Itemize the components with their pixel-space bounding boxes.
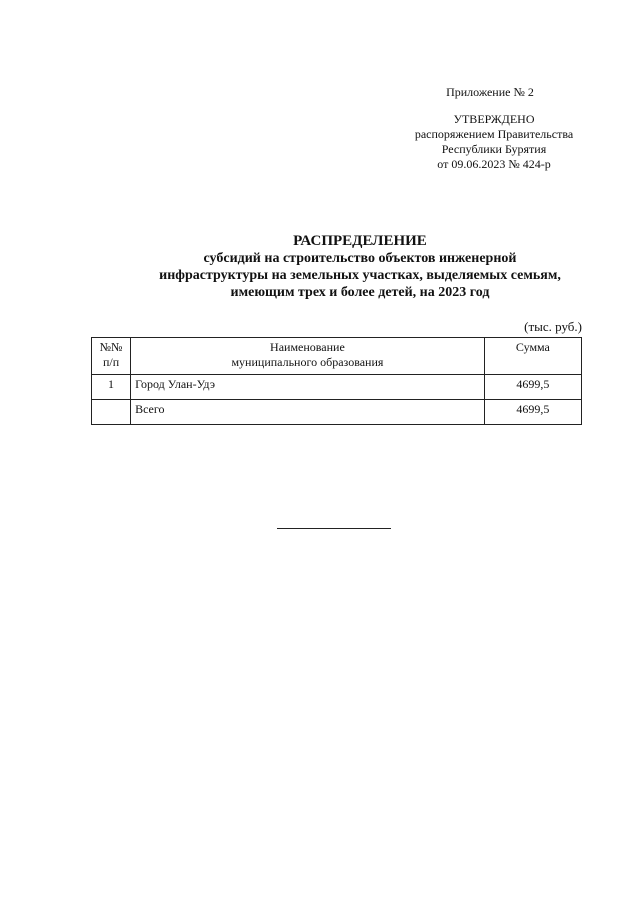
row-number: 1 [92,375,131,400]
approval-line: Республики Бурятия [441,142,547,156]
header-number-line: №№ [99,340,123,354]
row-name: Всего [131,400,485,425]
table-header-row [92,338,582,375]
title-heading: РАСПРЕДЕЛЕНИЕ [293,233,427,249]
approval-line: распоряжением Правительства [414,127,574,141]
units-label: (тыс. руб.) [524,319,582,334]
document-title [90,232,630,301]
row-sum: 4699,5 [484,400,581,425]
header-number [92,338,131,375]
row-name: Город Улан-Удэ [131,375,485,400]
header-name-line: муниципального образования [231,355,384,369]
title-line: субсидий на строительство объектов инженерной [203,251,517,266]
approval-stamp [400,112,588,172]
header-name-line: Наименование [270,340,345,354]
approval-line: от 09.06.2023 № 424-р [437,157,551,171]
row-sum: 4699,5 [484,375,581,400]
header-name [131,338,485,375]
table-row-total [92,400,582,425]
title-line: имеющим трех и более детей, на 2023 год [230,285,490,300]
end-divider [277,528,391,529]
appendix-label: Приложение № 2 [446,85,534,99]
header-number-line: п/п [102,355,120,369]
distribution-table [91,337,582,425]
title-line: инфраструктуры на земельных участках, выделяемых семьям, [159,268,561,283]
table-row [92,375,582,400]
row-number [92,400,131,425]
approval-line: УТВЕРЖДЕНО [453,112,535,126]
header-sum: Сумма [484,338,581,375]
